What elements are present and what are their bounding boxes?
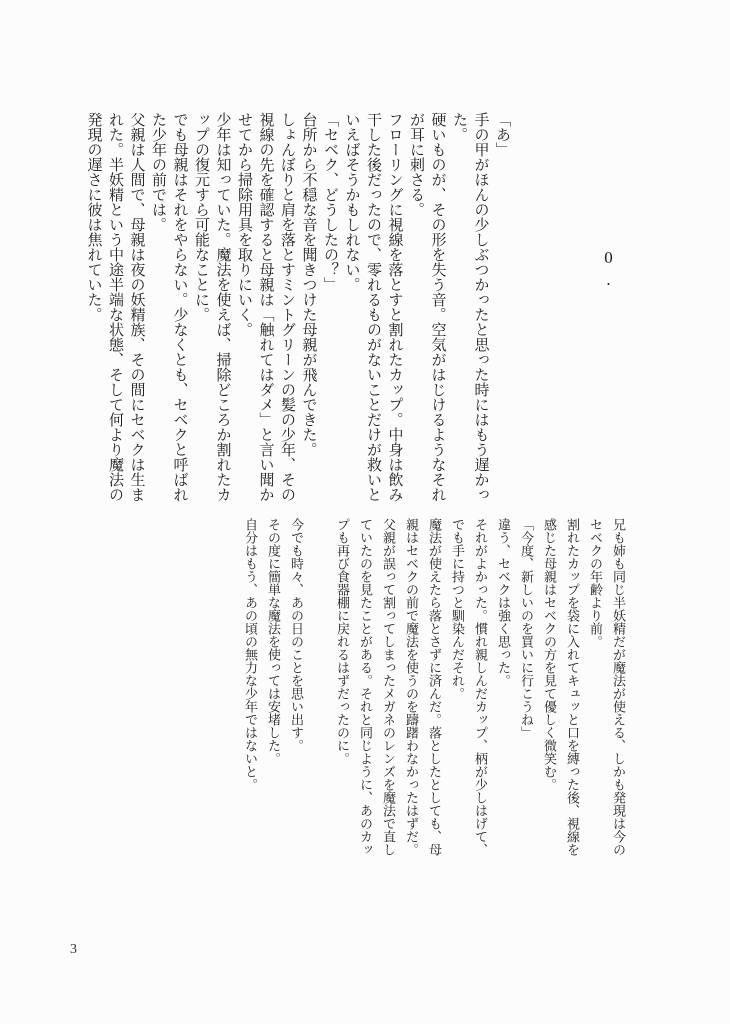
upper-text-block (82, 112, 512, 502)
paragraph: 魔法が使えたら落とさずに済んだ。落としたとしても、母親はセベクの前で魔法を使うのを躊躇わなかったはずだ。父親が誤って割ってしまったメガネのレンズを魔法で直していたのを見たことがある。それと同じように、あのカップも再び食器棚に戻れるはずだったのに。 (335, 518, 442, 856)
paragraph: 割れたカップを袋に入れてキュッと口を縛った後、視線を感じた母親はセベクの方を見て優しく微笑む。 (542, 518, 580, 856)
paragraph: 「あ」 (494, 112, 510, 157)
paragraph: その度に簡単な魔法を使っては安堵した。 (266, 518, 281, 765)
paragraph: 今でも時々、あの日のことを思い出す。 (289, 518, 304, 752)
paragraph: 台所から不穏な音を聞きつけた母親が飛んできた。 (300, 112, 317, 457)
paragraph: 少年は知っていた。魔法を使えば、掃除どころか割れたカップの復元すら可能なことに。 (193, 112, 231, 502)
paragraph: でも母親はそれをやらない。少なくとも、セベクと呼ばれた少年の前では。 (150, 112, 188, 502)
paragraph: 自分はもう、あの頃の無力な少年ではないと。 (243, 518, 258, 791)
paragraph: しょんぼりと肩を落とすミントグリーンの髪の少年、その視線の先を確認すると母親は「触れてはダメ」と言い聞かせてから掃除用具を取りにいく。 (236, 112, 295, 502)
paragraph: 「セベク、どうしたの？」 (322, 112, 338, 292)
paragraph: 「今度、新しいのを買いに行こうね」 (519, 518, 534, 739)
page-number: 3 (70, 942, 77, 957)
paragraph-spacer (308, 518, 331, 856)
paragraph: 手の甲がほんの少しぶつかったと思った時にはもう遅かった。 (451, 112, 489, 502)
paragraph: それがよかった。慣れ親しんだカップ、柄が少しはげて、でも手に持つと馴染んだそれ。 (450, 518, 488, 856)
paragraph: 父親は人間で、母親は夜の妖精族、その間にセベクは生まれた。半妖精という中途半端な状態、そして何より魔法の発現の遅さに彼は焦れていた。 (85, 112, 145, 502)
paragraph: 違う、セベクは強く思った。 (496, 518, 511, 687)
chapter-number: 0. (599, 248, 618, 292)
paragraph: 兄も姉も同じ半妖精だが魔法が使える、しかも発現は今のセベクの年齢より前。 (588, 518, 626, 856)
lower-text-block (239, 518, 630, 856)
paragraph: 硬いものが、その形を失う音。空気がはじけるようなそれが耳に刺さる。 (408, 112, 446, 502)
paragraph: フローリングに視線を落とすと割れたカップ。中身は飲み干した後だったので、零れるものがないことだけが救いといえばそうかもしれない。 (343, 112, 403, 502)
